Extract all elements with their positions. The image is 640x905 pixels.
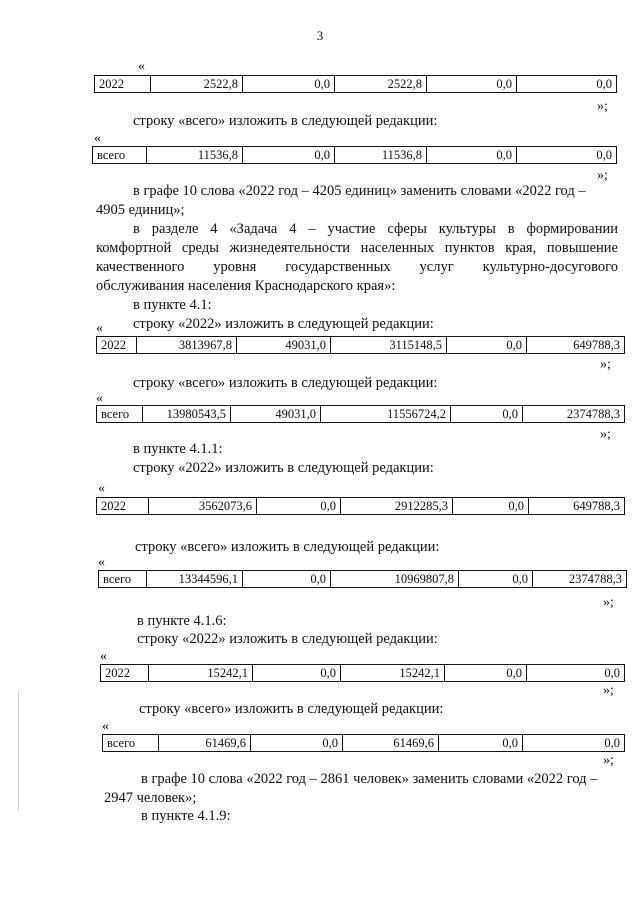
table-cell: 3813967,8 [137, 337, 237, 354]
open-quote: « [96, 321, 103, 336]
table-cell: 0,0 [251, 735, 343, 752]
table-cell: 11556724,2 [321, 406, 451, 423]
paragraph: 4905 единиц»; [96, 202, 185, 218]
table-row [96, 497, 625, 515]
table-cell: 0,0 [517, 76, 617, 93]
paragraph: комфортной среды жизнедеятельности населенных пунктов края, повышение [96, 240, 618, 256]
paragraph: строку «2022» изложить в следующей редакции: [133, 460, 434, 476]
table-cell: 2522,8 [335, 76, 427, 93]
table-cell: всего [103, 735, 159, 752]
paragraph: в разделе 4 «Задача 4 – участие сферы культуры в формировании [133, 221, 618, 237]
paragraph: в графе 10 слова «2022 год – 2861 человек» заменить словами «2022 год – [141, 771, 598, 787]
paragraph: строку «всего» изложить в следующей редакции: [133, 375, 438, 391]
table-cell: 2022 [101, 665, 149, 682]
table-cell: 49031,0 [231, 406, 321, 423]
close-quote: »; [600, 427, 611, 442]
table-cell: 49031,0 [237, 337, 331, 354]
table-cell: всего [97, 406, 143, 423]
close-quote: »; [600, 357, 611, 372]
table-cell: 0,0 [253, 665, 341, 682]
table-cell: 11536,8 [147, 147, 243, 164]
close-quote: »; [603, 595, 614, 610]
paragraph: качественного уровня государственных услуг культурно-досугового [96, 259, 618, 275]
open-quote: « [98, 481, 105, 496]
table-cell: 61469,6 [343, 735, 439, 752]
table-cell: 61469,6 [159, 735, 251, 752]
table-row [92, 146, 617, 164]
table-cell: 2374788,3 [533, 571, 627, 588]
table-row [94, 75, 617, 93]
table-cell: 0,0 [451, 406, 523, 423]
table-cell: 0,0 [459, 571, 533, 588]
table-cell: 0,0 [445, 665, 527, 682]
open-quote: « [94, 131, 101, 146]
table-row [98, 570, 627, 588]
table-cell: 15242,1 [341, 665, 445, 682]
open-quote: « [96, 391, 103, 406]
table-cell: 649788,3 [529, 498, 625, 515]
close-quote: »; [603, 753, 614, 768]
table-cell: 0,0 [243, 76, 335, 93]
paragraph: в пункте 4.1.6: [137, 613, 227, 629]
paragraph: в пункте 4.1.9: [141, 808, 231, 824]
page-number: 3 [316, 28, 324, 43]
table-cell: всего [99, 571, 147, 588]
table-cell: 11536,8 [335, 147, 427, 164]
table-row [100, 664, 625, 682]
table-cell: 15242,1 [149, 665, 253, 682]
close-quote: »; [603, 683, 614, 698]
table-cell: 0,0 [427, 147, 517, 164]
open-quote: « [138, 59, 145, 74]
close-quote: »; [597, 168, 608, 183]
paragraph: строку «всего» изложить в следующей редакции: [139, 701, 444, 717]
table-row [96, 336, 625, 354]
table-cell: 3562073,6 [149, 498, 257, 515]
paragraph: строку «всего» изложить в следующей редакции: [133, 113, 438, 129]
open-quote: « [100, 649, 107, 664]
table-cell: 0,0 [453, 498, 529, 515]
paragraph: в графе 10 слова «2022 год – 4205 единиц» заменить словами «2022 год – [133, 183, 586, 199]
table-cell: 3115148,5 [331, 337, 447, 354]
open-quote: « [102, 719, 109, 734]
table-cell: 13344596,1 [147, 571, 243, 588]
table-cell: 0,0 [427, 76, 517, 93]
paragraph: строку «всего» изложить в следующей редакции: [135, 539, 440, 555]
paragraph: строку «2022» изложить в следующей редакции: [137, 631, 438, 647]
table-cell: всего [93, 147, 147, 164]
table-row [102, 734, 625, 752]
table-cell: 2374788,3 [523, 406, 625, 423]
table-cell: 649788,3 [527, 337, 625, 354]
table-cell: 0,0 [523, 735, 625, 752]
paragraph: обслуживания населения Краснодарского края»: [96, 278, 396, 294]
table-row [96, 405, 625, 423]
table-cell: 0,0 [257, 498, 341, 515]
open-quote: « [98, 555, 105, 570]
table-cell: 0,0 [447, 337, 527, 354]
table-cell: 0,0 [517, 147, 617, 164]
table-cell: 2522,8 [151, 76, 243, 93]
table-cell: 10969807,8 [331, 571, 459, 588]
table-cell: 13980543,5 [143, 406, 231, 423]
table-cell: 0,0 [243, 147, 335, 164]
table-cell: 0,0 [243, 571, 331, 588]
paragraph: 2947 человек»; [104, 790, 197, 806]
table-cell: 0,0 [439, 735, 523, 752]
scan-edge-mark [18, 690, 19, 810]
table-cell: 2022 [97, 498, 149, 515]
table-cell: 2912285,3 [341, 498, 453, 515]
close-quote: »; [597, 99, 608, 114]
paragraph: в пункте 4.1: [133, 297, 212, 313]
table-cell: 0,0 [527, 665, 625, 682]
table-cell: 2022 [95, 76, 151, 93]
paragraph: строку «2022» изложить в следующей редакции: [133, 316, 434, 332]
table-cell: 2022 [97, 337, 137, 354]
paragraph: в пункте 4.1.1: [133, 441, 223, 457]
